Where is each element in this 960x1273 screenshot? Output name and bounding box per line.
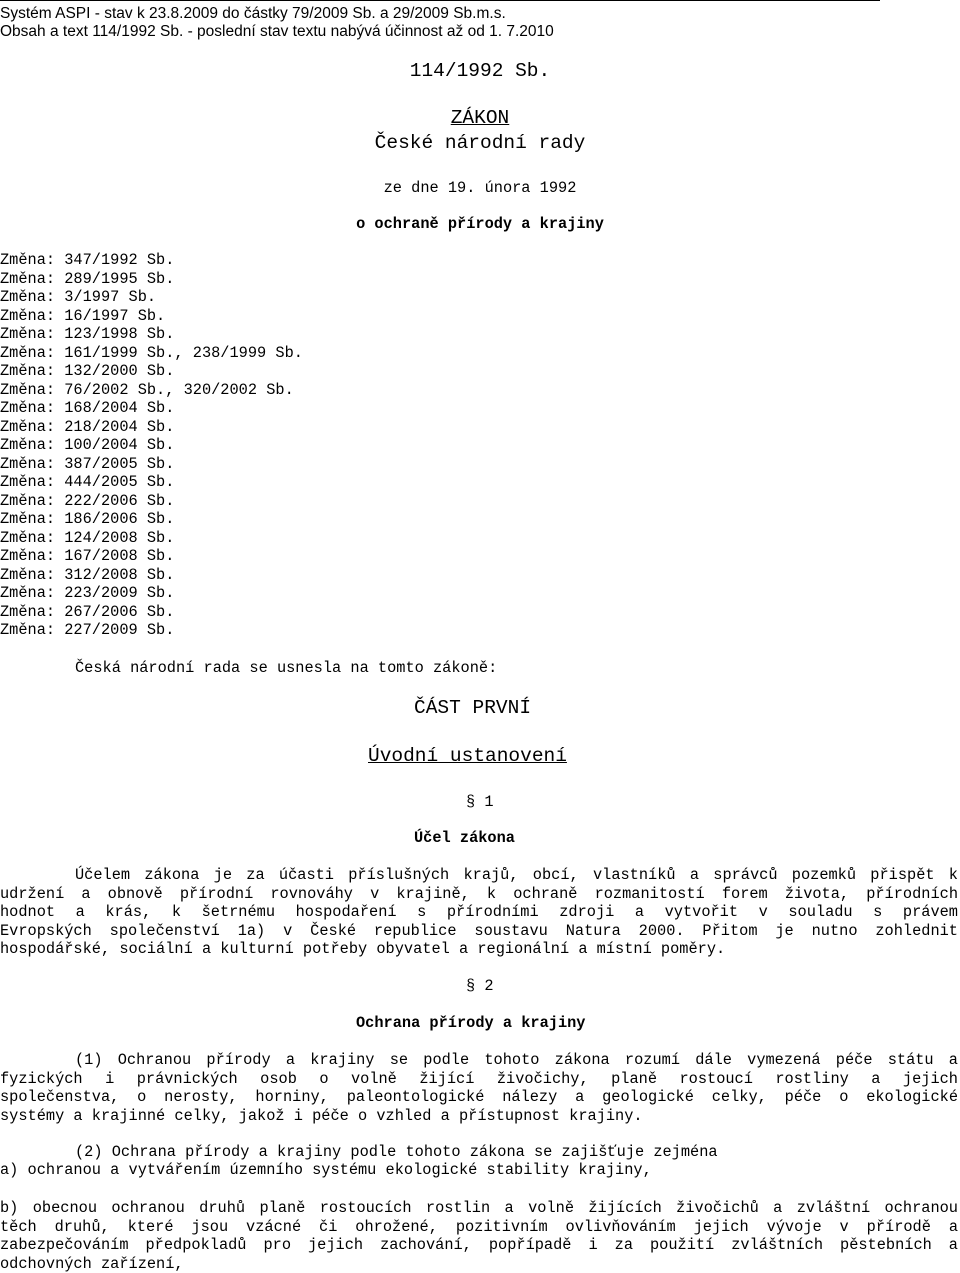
amendment-item: Změna: 186/2006 Sb. (0, 510, 175, 528)
amendment-item: Změna: 132/2000 Sb. (0, 362, 175, 380)
header-line-content: Obsah a text 114/1992 Sb. - poslední stav textu nabývá účinnost až od 1. 7.2010 (0, 23, 554, 40)
paragraph-line: Účelem zákona je za účasti příslušných krajů, obcí, vlastníků a správců pozemků přispět k (75, 866, 958, 884)
section-1-number: § 1 (466, 793, 494, 811)
amendment-item: Změna: 3/1997 Sb. (0, 288, 157, 306)
amendment-item: Změna: 76/2002 Sb., 320/2002 Sb. (0, 380, 294, 399)
paragraph-line: hodnot a krás, k šetrnému hospodaření s přírodními zdroji a vytvořit v souladu s právem (0, 903, 958, 921)
amendment-item: Změna: 222/2006 Sb. (0, 491, 175, 510)
amendments-list (0, 251, 303, 640)
section-2-item-a: a) ochranou a vytvářením územního systému ekologické stability krajiny, (0, 1161, 652, 1179)
paragraph-line: Evropských společenství 1a) v České republice soustavu Natura 2000. Přitom je nutno zohlednit (0, 921, 958, 940)
law-type: ZÁKON (450, 107, 510, 129)
amendment-item: Změna: 347/1992 Sb. (0, 251, 175, 269)
amendment-item: Změna: 223/2009 Sb. (0, 584, 175, 602)
amendment-item: Změna: 267/2006 Sb. (0, 602, 175, 621)
document-header (0, 5, 554, 41)
paragraph-line: (1) Ochranou přírody a krajiny se podle tohoto zákona rozumí dále vymezená péče státu a (75, 1051, 958, 1069)
part-title: ČÁST PRVNÍ (414, 697, 532, 719)
section-2-paragraph-2-intro: (2) Ochrana přírody a krajiny podle tohoto zákona se zajišťuje zejména (75, 1143, 718, 1161)
section-1-title: Účel zákona (414, 829, 515, 847)
amendment-item: Změna: 100/2004 Sb. (0, 436, 175, 454)
amendment-item: Změna: 124/2008 Sb. (0, 528, 175, 547)
part-heading: Úvodní ustanovení (368, 745, 567, 767)
amendment-item: Změna: 168/2004 Sb. (0, 399, 175, 417)
amendment-item: Změna: 218/2004 Sb. (0, 417, 175, 436)
paragraph-line: zabezpečováním předpokladů pro jejich zachování, popřípadě i za použití zvláštních pěstebních a (0, 1236, 958, 1254)
paragraph-line: odchovných zařízení, (0, 1254, 184, 1273)
amendment-item: Změna: 167/2008 Sb. (0, 547, 175, 565)
amendment-item: Změna: 312/2008 Sb. (0, 565, 175, 584)
preamble: Česká národní rada se usnesla na tomto zákoně: (75, 659, 498, 677)
amendment-item: Změna: 16/1997 Sb. (0, 306, 166, 325)
paragraph-line: společenstva, o nerosty, horniny, paleontologické nálezy a geologické celky, péče o ekologické (0, 1088, 958, 1106)
section-2-number: § 2 (466, 977, 494, 995)
paragraph-line: systémy a krajinné celky, jakož i péče o vzhled a přístupnost krajiny. (0, 1106, 643, 1125)
section-2-paragraph-1 (0, 1051, 958, 1125)
amendment-item: Změna: 161/1999 Sb., 238/1999 Sb. (0, 343, 303, 362)
law-authority: České národní rady (374, 132, 586, 154)
paragraph-line: hospodářské, sociální a kulturní potřeby obyvatel a regionální a místní poměry. (0, 940, 726, 958)
amendment-item: Změna: 123/1998 Sb. (0, 325, 175, 343)
section-1-text (0, 866, 958, 959)
amendment-item: Změna: 387/2005 Sb. (0, 454, 175, 473)
section-2-item-b (0, 1199, 958, 1273)
law-number: 114/1992 Sb. (409, 60, 551, 82)
paragraph-line: b) obecnou ochranou druhů planě rostoucích rostlin a volně žijících živočichů a zvláštní ochranou (0, 1199, 958, 1217)
section-2-title: Ochrana přírody a krajiny (356, 1014, 586, 1032)
amendment-item: Změna: 444/2005 Sb. (0, 473, 175, 491)
header-line-system: Systém ASPI - stav k 23.8.2009 do částky 79/2009 Sb. a 29/2009 Sb.m.s. (0, 5, 506, 22)
top-rule (0, 0, 880, 1)
paragraph-line: těch druhů, které jsou vzácné či ohrožené, pozitivním ovlivňováním jejich vývoje v přírodě a (0, 1217, 958, 1236)
paragraph-line: fyzických i právnických osob o volně žijící živočichy, planě rostoucí rostliny a jejich (0, 1069, 958, 1088)
law-date: ze dne 19. února 1992 (383, 179, 577, 197)
law-subject: o ochraně přírody a krajiny (356, 215, 604, 233)
amendment-item: Změna: 227/2009 Sb. (0, 621, 175, 639)
amendment-item: Změna: 289/1995 Sb. (0, 269, 175, 288)
paragraph-line: udržení a obnově přírodní rovnováhy v krajině, k ochraně rozmanitostí forem života, přírodních (0, 884, 958, 903)
